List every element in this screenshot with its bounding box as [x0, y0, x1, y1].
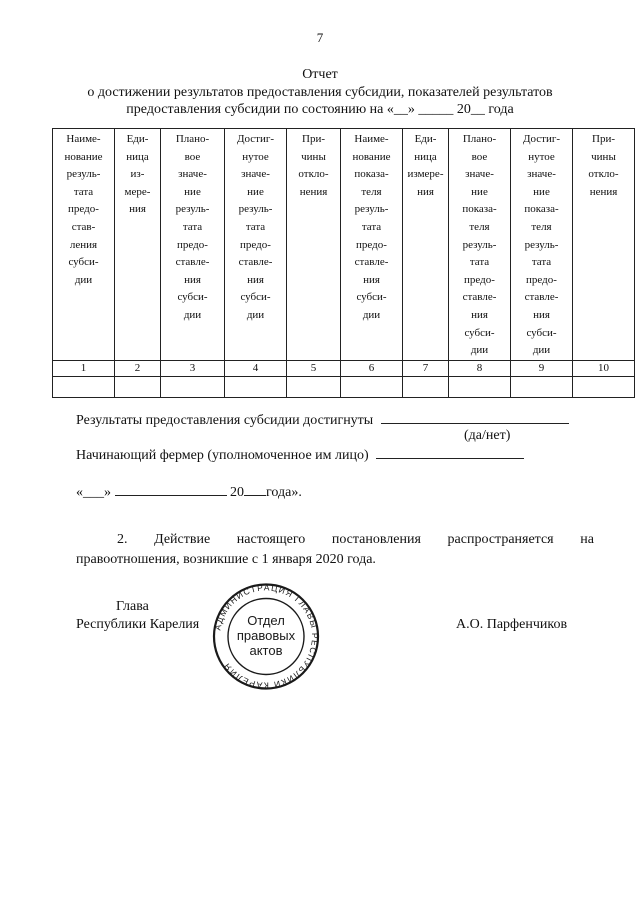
- farmer-field: [76, 445, 524, 464]
- farmer-blank-line[interactable]: [376, 445, 524, 459]
- report-subtitle-line2: предоставления субсидии по состоянию на «__» _____ 20__ года: [126, 102, 514, 117]
- table-cell: [511, 376, 573, 397]
- table-cell: [403, 376, 449, 397]
- column-header-line: дии: [74, 273, 93, 286]
- column-header-line: субси-: [526, 326, 557, 339]
- column-header-line: ставле-: [238, 256, 273, 269]
- column-header-line: ние: [533, 185, 550, 198]
- column-number-6: 6: [341, 360, 403, 376]
- column-header-line: субси-: [464, 326, 495, 339]
- column-header-line: теля: [469, 220, 490, 233]
- svg-text:актов: актов: [249, 643, 283, 658]
- svg-text:Отдел: Отдел: [247, 613, 285, 628]
- column-header-line: значе-: [527, 168, 556, 181]
- report-title: Отчет: [302, 67, 338, 82]
- column-header-line: откло-: [588, 168, 619, 181]
- column-number-3: 3: [161, 360, 225, 376]
- paragraph-word: распространяется: [447, 532, 554, 547]
- column-header-5: [287, 129, 341, 361]
- column-header-line: дии: [183, 308, 202, 321]
- column-header-line: резуль-: [66, 168, 101, 181]
- column-header-line: тата: [531, 256, 552, 269]
- table-cell: [573, 376, 635, 397]
- column-header-line: тата: [245, 220, 266, 233]
- paragraph-word: 2.: [117, 532, 128, 547]
- column-header-6: [341, 129, 403, 361]
- date-month-blank[interactable]: [115, 482, 227, 496]
- column-number-7: 7: [403, 360, 449, 376]
- column-number-8: 8: [449, 360, 511, 376]
- date-open-quote: «: [76, 485, 83, 500]
- column-header-line: значе-: [241, 168, 270, 181]
- paragraph-line2: правоотношения, возникшие с 1 января 2020 года.: [76, 552, 376, 567]
- results-field: [76, 410, 569, 429]
- column-header-line: ница: [414, 150, 437, 163]
- signature-title-line2: Республики Карелия: [76, 617, 200, 632]
- table-cell: [225, 376, 287, 397]
- results-label: Результаты предоставления субсидии достигнуты: [76, 413, 374, 428]
- column-header-line: субси-: [356, 291, 387, 304]
- column-header-line: теля: [361, 185, 382, 198]
- column-header-line: ления: [69, 238, 98, 251]
- column-header-2: [115, 129, 161, 361]
- column-header-line: Наиме-: [354, 133, 389, 145]
- column-header-line: Плано-: [175, 133, 210, 145]
- results-hint: (да/нет): [464, 428, 511, 443]
- date-day-blank[interactable]: ___: [83, 485, 104, 500]
- column-header-line: Еди-: [126, 133, 149, 145]
- column-header-line: чины: [591, 150, 616, 163]
- date-year-blank[interactable]: [244, 482, 266, 496]
- signature-name: А.О. Парфенчиков: [456, 617, 568, 632]
- column-header-line: При-: [592, 133, 615, 145]
- farmer-label: Начинающий фермер (уполномоченное им лицо): [76, 448, 369, 463]
- column-header-line: ставле-: [175, 256, 210, 269]
- column-number-10: 10: [573, 360, 635, 376]
- column-number-2: 2: [115, 360, 161, 376]
- column-header-line: При-: [302, 133, 325, 145]
- column-header-line: Наиме-: [66, 133, 101, 145]
- column-header-line: ния: [247, 273, 264, 286]
- column-header-line: резуль-: [524, 238, 559, 251]
- table-cell: [161, 376, 225, 397]
- svg-text:правовых: правовых: [236, 628, 296, 643]
- signature-title-line1: Глава: [116, 599, 149, 614]
- column-header-line: предо-: [464, 273, 495, 286]
- paragraph-word: постановления: [331, 532, 421, 547]
- column-header-line: значе-: [465, 168, 494, 181]
- column-header-10: [573, 129, 635, 361]
- column-header-line: дии: [246, 308, 265, 321]
- column-header-line: ние: [184, 185, 201, 198]
- report-table: [52, 128, 635, 398]
- column-header-line: дии: [470, 344, 489, 357]
- stamp-seal: [207, 583, 325, 690]
- column-header-line: ния: [363, 273, 380, 286]
- column-header-line: предо-: [240, 238, 271, 251]
- column-header-9: [511, 129, 573, 361]
- column-header-line: предо-: [177, 238, 208, 251]
- paragraph-word: на: [580, 532, 594, 547]
- column-header-7: [403, 129, 449, 361]
- column-number-9: 9: [511, 360, 573, 376]
- table-cell: [341, 376, 403, 397]
- column-header-line: чины: [301, 150, 326, 163]
- column-header-line: став-: [71, 220, 96, 233]
- column-number-5: 5: [287, 360, 341, 376]
- column-header-line: теля: [531, 220, 552, 233]
- column-header-line: ния: [471, 308, 488, 321]
- column-header-line: ние: [471, 185, 488, 198]
- column-header-line: дии: [362, 308, 381, 321]
- column-header-line: Достиг-: [236, 133, 275, 145]
- column-header-line: резуль-: [462, 238, 497, 251]
- column-header-line: тата: [182, 220, 203, 233]
- column-header-1: [53, 129, 115, 361]
- column-header-line: субси-: [68, 256, 99, 269]
- column-header-line: ставле-: [462, 291, 497, 304]
- column-header-line: измере-: [407, 168, 444, 181]
- column-header-line: предо-: [68, 203, 99, 216]
- column-header-line: вое: [184, 150, 201, 163]
- column-header-line: нование: [352, 150, 391, 163]
- column-header-line: ния: [417, 185, 434, 198]
- table-empty-row: [53, 376, 635, 397]
- column-header-line: ния: [129, 203, 146, 216]
- column-header-3: [161, 129, 225, 361]
- date-suffix: года».: [266, 485, 302, 500]
- column-header-line: значе-: [178, 168, 207, 181]
- svg-text:АДМИНИСТРАЦИЯ ГЛАВЫ РЕСПУБЛИКИ: АДМИНИСТРАЦИЯ ГЛАВЫ РЕСПУБЛИКИ КАРЕЛИЯ: [212, 583, 321, 690]
- column-header-line: ница: [126, 150, 149, 163]
- column-header-line: ния: [184, 273, 201, 286]
- column-header-line: Плано-: [462, 133, 497, 145]
- column-header-line: резуль-: [238, 203, 273, 216]
- column-header-line: показа-: [524, 203, 559, 216]
- column-header-4: [225, 129, 287, 361]
- column-header-line: вое: [471, 150, 488, 163]
- column-header-line: дии: [532, 344, 551, 357]
- column-header-line: предо-: [356, 238, 387, 251]
- column-header-line: тата: [361, 220, 382, 233]
- table-number-row: [53, 360, 635, 376]
- column-header-line: нутое: [528, 150, 555, 163]
- column-header-line: Достиг-: [522, 133, 561, 145]
- column-number-4: 4: [225, 360, 287, 376]
- column-header-line: нутое: [242, 150, 269, 163]
- column-header-line: ния: [533, 308, 550, 321]
- column-header-line: резуль-: [354, 203, 389, 216]
- column-number-1: 1: [53, 360, 115, 376]
- column-header-line: тата: [73, 185, 94, 198]
- paragraph-word: настоящего: [236, 532, 306, 547]
- page-number: 7: [316, 30, 324, 45]
- column-header-line: резуль-: [175, 203, 210, 216]
- column-header-line: Еди-: [414, 133, 437, 145]
- date-year-prefix: 20: [226, 485, 244, 500]
- paragraph-word: Действие: [154, 532, 211, 547]
- column-header-line: субси-: [240, 291, 271, 304]
- column-header-line: показа-: [462, 203, 497, 216]
- results-blank-line[interactable]: [381, 410, 569, 424]
- column-header-line: откло-: [298, 168, 329, 181]
- column-header-line: нения: [589, 185, 618, 198]
- column-header-line: субси-: [177, 291, 208, 304]
- column-header-8: [449, 129, 511, 361]
- table-cell: [449, 376, 511, 397]
- table-cell: [287, 376, 341, 397]
- column-header-line: ставле-: [354, 256, 389, 269]
- column-header-line: ставле-: [524, 291, 559, 304]
- column-header-line: ние: [247, 185, 264, 198]
- table-header-row: [53, 129, 635, 361]
- column-header-line: из-: [130, 168, 145, 181]
- table-cell: [115, 376, 161, 397]
- column-header-line: нование: [64, 150, 103, 163]
- column-header-line: нения: [299, 185, 328, 198]
- report-subtitle-line1: о достижении результатов предоставления субсидии, показателей результатов: [87, 85, 553, 100]
- column-header-line: мере-: [124, 185, 151, 198]
- date-mid: »: [104, 485, 115, 500]
- column-header-line: показа-: [354, 168, 389, 181]
- column-header-line: предо-: [526, 273, 557, 286]
- paragraph-line1: [117, 529, 594, 550]
- table-cell: [53, 376, 115, 397]
- column-header-line: тата: [469, 256, 490, 269]
- date-field: [76, 482, 302, 501]
